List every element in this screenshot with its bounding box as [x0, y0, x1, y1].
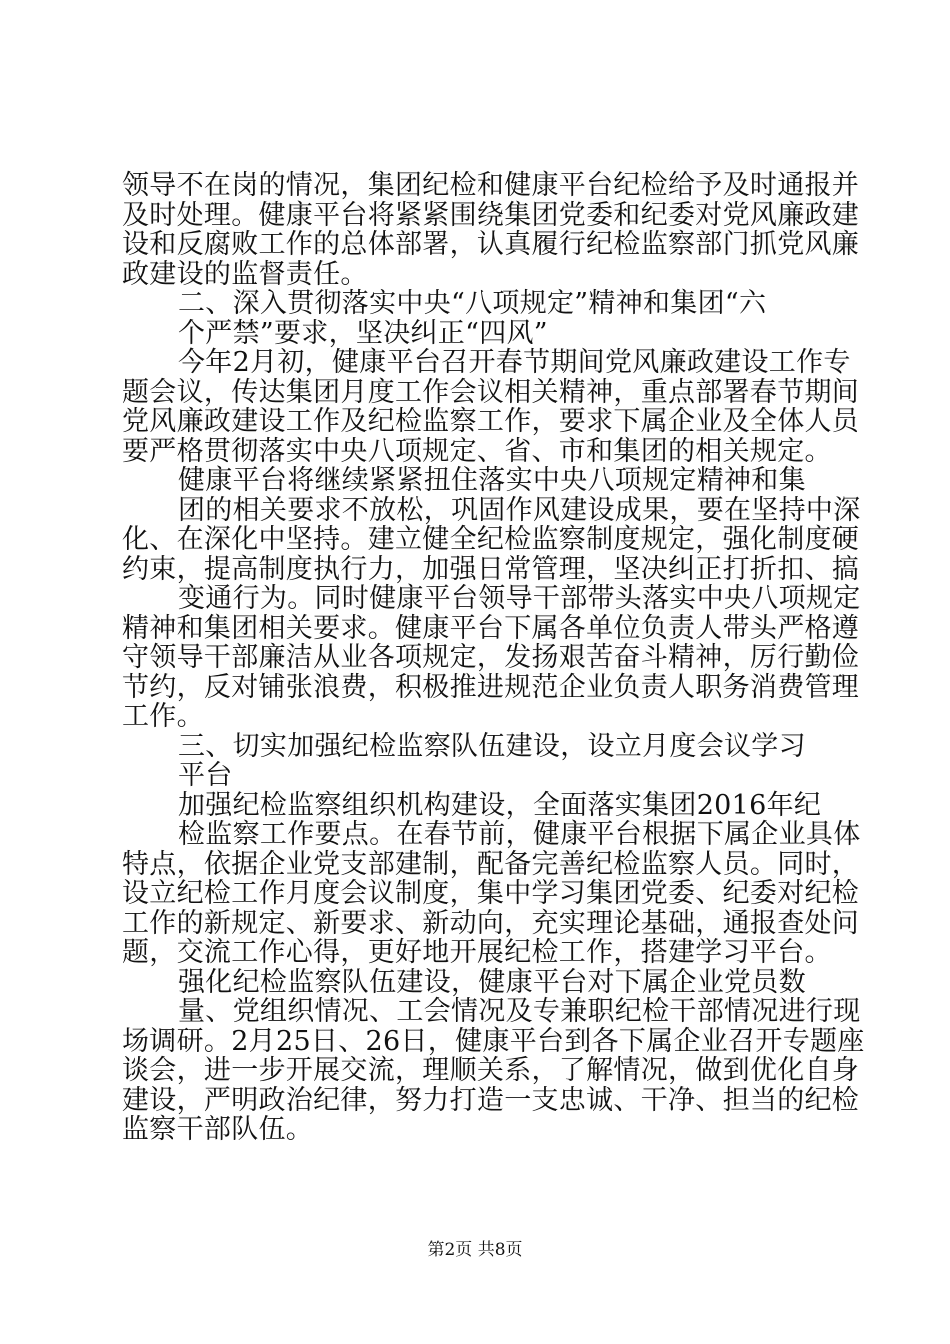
- text-line: 今年2月初，健康平台召开春节期间党风廉政建设工作专: [178, 347, 851, 378]
- text-line: 监察干部队伍。: [122, 1114, 314, 1145]
- text-line: 及时处理。健康平台将紧紧围绕集团党委和纪委对党风廉政建: [122, 199, 860, 231]
- section-heading: 个严禁”要求，坚决纠正“四风”: [178, 317, 548, 349]
- text-line: 特点，依据企业党支部建制，配备完善纪检监察人员。同时，: [122, 848, 860, 880]
- text-line: 设和反腐败工作的总体部署，认真履行纪检监察部门抓党风廉: [122, 229, 860, 260]
- text-line: 政建设的监督责任。: [122, 258, 368, 290]
- text-line: 节约，反对铺张浪费，积极推进规范企业负责人职务消费管理: [122, 671, 860, 703]
- text-line: 题会议，传达集团月度工作会议相关精神，重点部署春节期间: [122, 376, 860, 408]
- text-line: 检监察工作要点。在春节前，健康平台根据下属企业具体: [178, 819, 861, 850]
- page-footer: 第2页 共8页: [427, 1240, 523, 1260]
- text-line: 变通行为。同时健康平台领导干部带头落实中央八项规定: [178, 583, 861, 614]
- section-heading: 平台: [178, 760, 233, 791]
- section-heading: 三、切实加强纪检监察队伍建设，设立月度会议学习: [178, 730, 806, 762]
- text-line: 健康平台将继续紧紧扭住落实中央八项规定精神和集: [178, 465, 806, 496]
- text-line: 加强纪检监察组织机构建设，全面落实集团2016年纪: [178, 789, 822, 821]
- text-line: 强化纪检监察队伍建设，健康平台对下属企业党员数: [178, 966, 806, 998]
- text-line: 领导不在岗的情况，集团纪检和健康平台纪检给予及时通报并: [122, 170, 860, 201]
- text-line: 建设，严明政治纪律，努力打造一支忠诚、干净、担当的纪检: [122, 1084, 860, 1116]
- text-line: 场调研。2月25日、26日，健康平台到各下属企业召开专题座: [122, 1025, 865, 1057]
- text-line: 化、在深化中坚持。建立健全纪检监察制度规定，强化制度硬: [122, 524, 860, 555]
- text-line: 题，交流工作心得，更好地开展纪检工作，搭建学习平台。: [122, 937, 832, 968]
- text-line: 量、党组织情况、工会情况及专兼职纪检干部情况进行现: [178, 996, 861, 1027]
- text-line: 约束，提高制度执行力，加强日常管理，坚决纠正打折扣、搞: [122, 553, 860, 585]
- text-line: 团的相关要求不放松，巩固作风建设成果，要在坚持中深: [178, 494, 861, 526]
- text-line: 工作的新规定、新要求、新动向，充实理论基础，通报查处问: [122, 907, 860, 939]
- text-line: 要严格贯彻落实中央八项规定、省、市和集团的相关规定。: [122, 435, 832, 467]
- text-line: 工作。: [122, 701, 204, 732]
- section-heading: 二、深入贯彻落实中央“八项规定”精神和集团“六: [178, 288, 767, 319]
- text-line: 精神和集团相关要求。健康平台下属各单位负责人带头严格遵: [122, 612, 860, 644]
- text-line: 谈会，进一步开展交流，理顺关系，了解情况，做到优化自身: [122, 1055, 860, 1086]
- text-line: 党风廉政建设工作及纪检监察工作，要求下属企业及全体人员: [122, 406, 860, 437]
- text-line: 设立纪检工作月度会议制度，集中学习集团党委、纪委对纪检: [122, 878, 860, 909]
- text-line: 守领导干部廉洁从业各项规定，发扬艰苦奋斗精神，厉行勤俭: [122, 642, 860, 673]
